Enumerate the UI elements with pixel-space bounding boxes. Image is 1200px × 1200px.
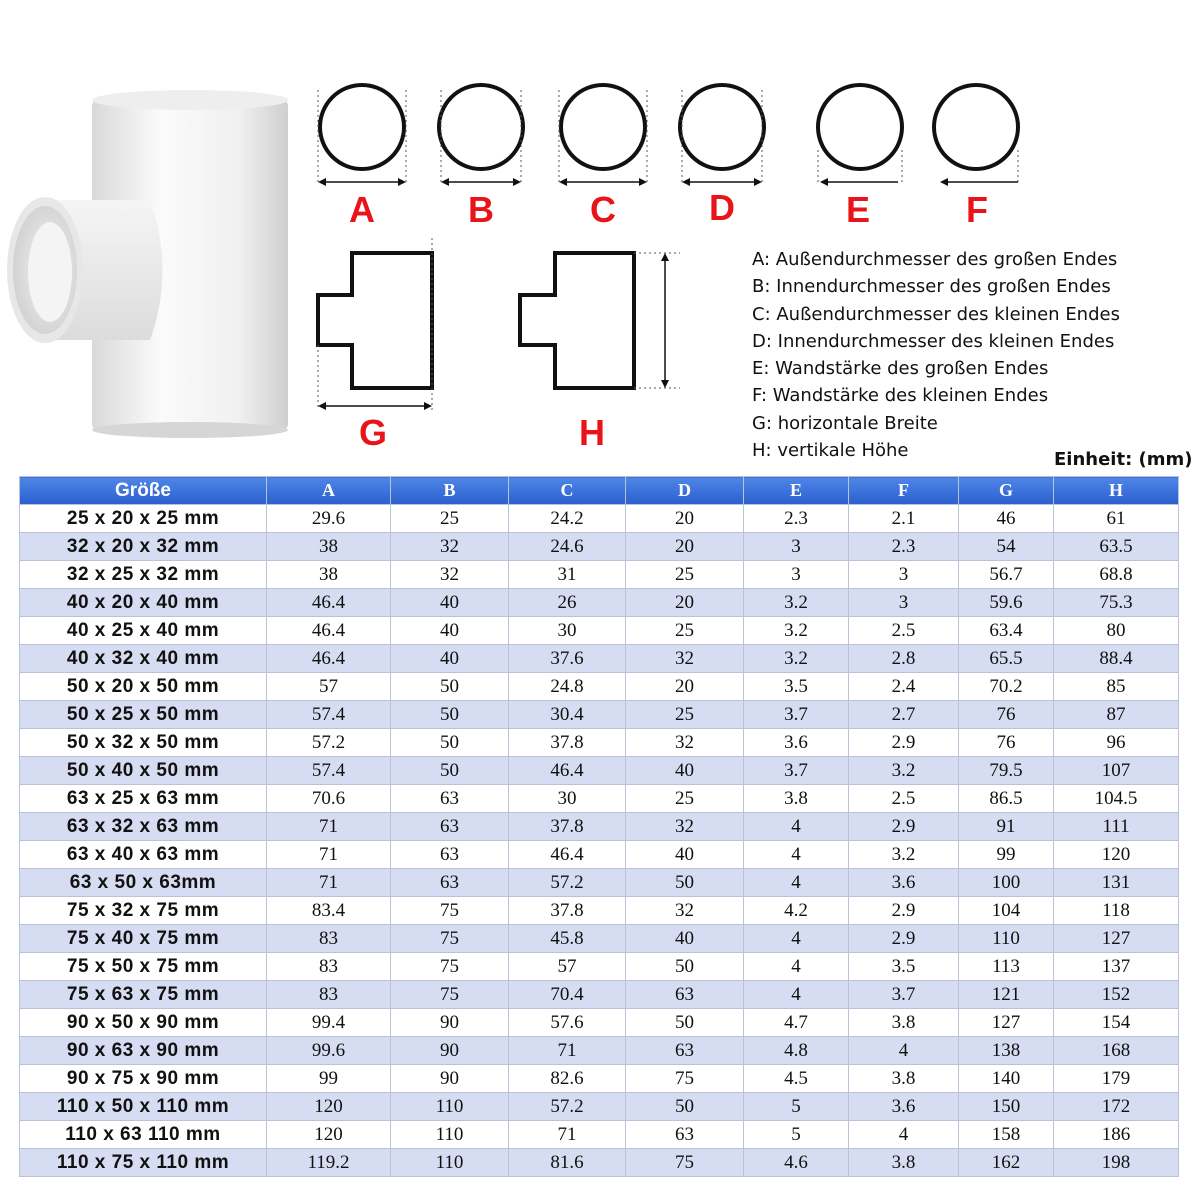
legend-item-a: A: Außendurchmesser des großen Endes [752,249,1118,270]
value-cell: 63 [626,1037,744,1065]
value-cell: 83 [267,953,391,981]
value-cell: 57.4 [267,701,391,729]
value-cell: 131 [1054,869,1179,897]
value-cell: 63.5 [1054,533,1179,561]
value-cell: 168 [1054,1037,1179,1065]
table-row [20,1121,1179,1149]
value-cell: 40 [391,617,509,645]
cross-section-e [818,85,902,230]
value-cell: 2.5 [849,785,959,813]
value-cell: 57 [509,953,626,981]
value-cell: 88.4 [1054,645,1179,673]
value-cell: 32 [626,645,744,673]
value-cell: 4 [744,813,849,841]
value-cell: 79.5 [959,757,1054,785]
value-cell: 2.1 [849,505,959,533]
value-cell: 86.5 [959,785,1054,813]
value-cell: 87 [1054,701,1179,729]
size-cell: 63 x 50 x 63mm [20,869,267,897]
table-row [20,981,1179,1009]
size-cell: 63 x 25 x 63 mm [20,785,267,813]
value-cell: 24.2 [509,505,626,533]
value-cell: 90 [391,1009,509,1037]
table-row [20,673,1179,701]
value-cell: 68.8 [1054,561,1179,589]
table-row [20,869,1179,897]
table-row [20,1065,1179,1093]
value-cell: 138 [959,1037,1054,1065]
value-cell: 46.4 [509,757,626,785]
value-cell: 2.9 [849,925,959,953]
value-cell: 3.2 [744,617,849,645]
table-body [20,505,1179,1177]
value-cell: 26 [509,589,626,617]
size-cell: 40 x 32 x 40 mm [20,645,267,673]
value-cell: 140 [959,1065,1054,1093]
value-cell: 118 [1054,897,1179,925]
label-b: B [468,189,494,230]
value-cell: 107 [1054,757,1179,785]
value-cell: 57.2 [509,1093,626,1121]
dimension-legend [752,246,1192,464]
size-cell: 110 x 75 x 110 mm [20,1149,267,1177]
size-cell: 50 x 32 x 50 mm [20,729,267,757]
value-cell: 63.4 [959,617,1054,645]
value-cell: 2.3 [744,505,849,533]
value-cell: 4 [744,841,849,869]
value-cell: 25 [626,561,744,589]
value-cell: 71 [509,1121,626,1149]
value-cell: 37.8 [509,729,626,757]
value-cell: 50 [626,1009,744,1037]
value-cell: 104 [959,897,1054,925]
value-cell: 113 [959,953,1054,981]
value-cell: 198 [1054,1149,1179,1177]
value-cell: 3.8 [849,1009,959,1037]
legend-item-h: H: vertikale Höhe [752,440,909,462]
size-cell: 75 x 63 x 75 mm [20,981,267,1009]
unit-label: Einheit: (mm) [1054,449,1193,470]
value-cell: 2.7 [849,701,959,729]
value-cell: 120 [1054,841,1179,869]
value-cell: 83 [267,925,391,953]
label-g: G [358,412,388,453]
value-cell: 20 [626,589,744,617]
value-cell: 3 [744,533,849,561]
value-cell: 3.8 [849,1065,959,1093]
value-cell: 65.5 [959,645,1054,673]
table-header-row [20,477,1179,505]
value-cell: 63 [626,1121,744,1149]
value-cell: 4.6 [744,1149,849,1177]
value-cell: 32 [391,561,509,589]
header-f: F [849,477,959,505]
table-row [20,701,1179,729]
value-cell: 76 [959,701,1054,729]
size-cell: 50 x 20 x 50 mm [20,673,267,701]
table-row [20,505,1179,533]
size-cell: 32 x 20 x 32 mm [20,533,267,561]
header-e: E [744,477,849,505]
value-cell: 83 [267,981,391,1009]
value-cell: 46.4 [267,589,391,617]
value-cell: 57 [267,673,391,701]
value-cell: 76 [959,729,1054,757]
value-cell: 158 [959,1121,1054,1149]
value-cell: 186 [1054,1121,1179,1149]
value-cell: 50 [391,729,509,757]
value-cell: 24.8 [509,673,626,701]
value-cell: 4 [744,953,849,981]
value-cell: 3.2 [744,589,849,617]
value-cell: 82.6 [509,1065,626,1093]
size-cell: 50 x 25 x 50 mm [20,701,267,729]
value-cell: 4 [744,869,849,897]
value-cell: 81.6 [509,1149,626,1177]
size-cell: 40 x 20 x 40 mm [20,589,267,617]
value-cell: 4.8 [744,1037,849,1065]
value-cell: 96 [1054,729,1179,757]
value-cell: 30 [509,617,626,645]
value-cell: 70.2 [959,673,1054,701]
value-cell: 46.4 [267,617,391,645]
header-b: B [391,477,509,505]
value-cell: 63 [391,841,509,869]
legend-item-b: B: Innendurchmesser des großen Endes [752,276,1111,298]
value-cell: 71 [267,813,391,841]
value-cell: 4.5 [744,1065,849,1093]
value-cell: 3.7 [744,701,849,729]
table-row [20,841,1179,869]
value-cell: 75.3 [1054,589,1179,617]
value-cell: 104.5 [1054,785,1179,813]
size-cell: 25 x 20 x 25 mm [20,505,267,533]
value-cell: 75 [626,1065,744,1093]
value-cell: 46 [959,505,1054,533]
value-cell: 4.7 [744,1009,849,1037]
value-cell: 100 [959,869,1054,897]
label-e: E [845,189,871,230]
value-cell: 40 [626,757,744,785]
table-row [20,645,1179,673]
table-row [20,1009,1179,1037]
size-cell: 63 x 32 x 63 mm [20,813,267,841]
value-cell: 25 [626,785,744,813]
value-cell: 50 [626,1093,744,1121]
value-cell: 2.4 [849,673,959,701]
value-cell: 3.6 [849,869,959,897]
value-cell: 4 [849,1121,959,1149]
value-cell: 75 [391,981,509,1009]
size-cell: 40 x 25 x 40 mm [20,617,267,645]
value-cell: 57.6 [509,1009,626,1037]
value-cell: 24.6 [509,533,626,561]
table-row [20,561,1179,589]
size-cell: 63 x 40 x 63 mm [20,841,267,869]
value-cell: 40 [626,925,744,953]
value-cell: 40 [391,645,509,673]
size-cell: 75 x 40 x 75 mm [20,925,267,953]
label-d: D [709,187,735,228]
value-cell: 127 [959,1009,1054,1037]
value-cell: 46.4 [267,645,391,673]
value-cell: 2.9 [849,897,959,925]
label-f: F [966,189,988,230]
value-cell: 40 [391,589,509,617]
value-cell: 154 [1054,1009,1179,1037]
cross-section-d [680,85,764,228]
value-cell: 3 [849,589,959,617]
size-cell: 90 x 63 x 90 mm [20,1037,267,1065]
value-cell: 25 [391,505,509,533]
legend-item-g: G: horizontale Breite [752,412,938,434]
value-cell: 110 [391,1121,509,1149]
value-cell: 50 [626,869,744,897]
value-cell: 179 [1054,1065,1179,1093]
size-cell: 90 x 75 x 90 mm [20,1065,267,1093]
value-cell: 40 [626,841,744,869]
value-cell: 2.9 [849,729,959,757]
value-cell: 45.8 [509,925,626,953]
table-row [20,533,1179,561]
tee-outline-g [318,238,432,453]
value-cell: 38 [267,561,391,589]
value-cell: 63 [391,869,509,897]
value-cell: 20 [626,505,744,533]
value-cell: 150 [959,1093,1054,1121]
table-row [20,785,1179,813]
value-cell: 54 [959,533,1054,561]
value-cell: 32 [391,533,509,561]
value-cell: 5 [744,1121,849,1149]
value-cell: 120 [267,1121,391,1149]
value-cell: 71 [267,869,391,897]
header-c: C [509,477,626,505]
value-cell: 37.6 [509,645,626,673]
value-cell: 3.5 [849,953,959,981]
table-row [20,953,1179,981]
value-cell: 2.3 [849,533,959,561]
size-cell: 75 x 32 x 75 mm [20,897,267,925]
value-cell: 20 [626,533,744,561]
value-cell: 75 [391,953,509,981]
value-cell: 37.8 [509,813,626,841]
value-cell: 37.8 [509,897,626,925]
value-cell: 61 [1054,505,1179,533]
value-cell: 99.4 [267,1009,391,1037]
value-cell: 57.4 [267,757,391,785]
value-cell: 25 [626,617,744,645]
header-size: Größe [20,477,267,505]
value-cell: 4.2 [744,897,849,925]
value-cell: 3.6 [744,729,849,757]
value-cell: 32 [626,729,744,757]
value-cell: 3.8 [744,785,849,813]
value-cell: 110 [391,1149,509,1177]
cross-section-b [439,85,523,230]
value-cell: 38 [267,533,391,561]
value-cell: 111 [1054,813,1179,841]
value-cell: 3 [744,561,849,589]
size-cell: 110 x 50 x 110 mm [20,1093,267,1121]
table-row [20,1037,1179,1065]
value-cell: 50 [391,701,509,729]
value-cell: 70.4 [509,981,626,1009]
legend-item-e: E: Wandstärke des großen Endes [752,358,1049,380]
value-cell: 4 [849,1037,959,1065]
size-cell: 75 x 50 x 75 mm [20,953,267,981]
value-cell: 90 [391,1065,509,1093]
value-cell: 2.9 [849,813,959,841]
value-cell: 30.4 [509,701,626,729]
value-cell: 29.6 [267,505,391,533]
value-cell: 3.8 [849,1149,959,1177]
value-cell: 20 [626,673,744,701]
table-row [20,729,1179,757]
value-cell: 4 [744,981,849,1009]
tee-outline-h [520,253,680,453]
value-cell: 119.2 [267,1149,391,1177]
value-cell: 120 [267,1093,391,1121]
value-cell: 32 [626,813,744,841]
value-cell: 2.5 [849,617,959,645]
legend-item-c: C: Außendurchmesser des kleinen Endes [752,303,1120,325]
cross-section-f [934,85,1018,230]
value-cell: 3 [849,561,959,589]
size-cell: 110 x 63 110 mm [20,1121,267,1149]
value-cell: 3.5 [744,673,849,701]
value-cell: 90 [391,1037,509,1065]
value-cell: 75 [391,925,509,953]
value-cell: 46.4 [509,841,626,869]
table-row [20,617,1179,645]
value-cell: 63 [391,813,509,841]
cross-section-a [318,85,406,230]
table-row [20,1149,1179,1177]
value-cell: 3.6 [849,1093,959,1121]
value-cell: 121 [959,981,1054,1009]
header-g: G [959,477,1054,505]
header-h: H [1054,477,1179,505]
value-cell: 137 [1054,953,1179,981]
label-c: C [590,189,616,230]
value-cell: 110 [391,1093,509,1121]
value-cell: 59.6 [959,589,1054,617]
header-a: A [267,477,391,505]
value-cell: 56.7 [959,561,1054,589]
size-cell: 90 x 50 x 90 mm [20,1009,267,1037]
value-cell: 83.4 [267,897,391,925]
size-cell: 32 x 25 x 32 mm [20,561,267,589]
value-cell: 172 [1054,1093,1179,1121]
label-a: A [349,189,375,230]
value-cell: 50 [391,757,509,785]
value-cell: 30 [509,785,626,813]
value-cell: 32 [626,897,744,925]
value-cell: 50 [626,953,744,981]
spec-table [19,476,1179,1177]
value-cell: 162 [959,1149,1054,1177]
value-cell: 152 [1054,981,1179,1009]
value-cell: 3.2 [849,757,959,785]
value-cell: 57.2 [267,729,391,757]
value-cell: 75 [626,1149,744,1177]
table-row [20,813,1179,841]
value-cell: 3.7 [849,981,959,1009]
table-row [20,1093,1179,1121]
tee-fitting-image [7,90,288,438]
value-cell: 80 [1054,617,1179,645]
value-cell: 3.7 [744,757,849,785]
legend-item-d: D: Innendurchmesser des kleinen Endes [752,330,1115,352]
table-row [20,589,1179,617]
value-cell: 99 [959,841,1054,869]
size-cell: 50 x 40 x 50 mm [20,757,267,785]
value-cell: 4 [744,925,849,953]
table-row [20,757,1179,785]
label-h: H [579,412,605,453]
table-row [20,925,1179,953]
value-cell: 70.6 [267,785,391,813]
value-cell: 85 [1054,673,1179,701]
value-cell: 50 [391,673,509,701]
legend-item-f: F: Wandstärke des kleinen Endes [752,385,1049,407]
value-cell: 63 [391,785,509,813]
value-cell: 75 [391,897,509,925]
value-cell: 25 [626,701,744,729]
value-cell: 110 [959,925,1054,953]
value-cell: 71 [509,1037,626,1065]
value-cell: 71 [267,841,391,869]
cross-section-c [559,85,647,230]
value-cell: 91 [959,813,1054,841]
value-cell: 3.2 [744,645,849,673]
table-row [20,897,1179,925]
value-cell: 99 [267,1065,391,1093]
value-cell: 3.2 [849,841,959,869]
header-d: D [626,477,744,505]
value-cell: 31 [509,561,626,589]
value-cell: 63 [626,981,744,1009]
value-cell: 127 [1054,925,1179,953]
value-cell: 57.2 [509,869,626,897]
value-cell: 99.6 [267,1037,391,1065]
value-cell: 5 [744,1093,849,1121]
value-cell: 2.8 [849,645,959,673]
